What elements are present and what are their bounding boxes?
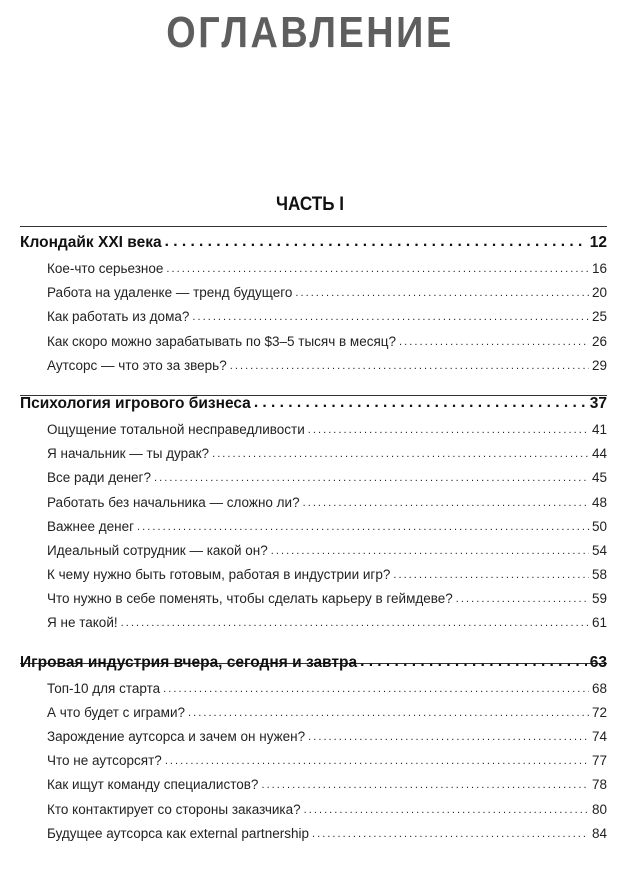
- section-title: Как ищут команду специалистов?: [47, 777, 259, 793]
- page-title: ОГЛАВЛЕНИЕ: [166, 8, 454, 57]
- dot-leader: [393, 563, 589, 587]
- dot-leader: [303, 491, 589, 515]
- dot-leader: [230, 354, 589, 378]
- chapter: [20, 390, 607, 636]
- dot-leader: [271, 539, 589, 563]
- chapter: [20, 229, 607, 378]
- section-entry[interactable]: [20, 354, 607, 378]
- dot-leader: [308, 418, 589, 442]
- section-entry[interactable]: [20, 418, 607, 442]
- section-entry[interactable]: [20, 491, 607, 515]
- section-page: 29: [591, 357, 607, 373]
- dot-leader: [165, 229, 587, 256]
- section-entry[interactable]: [20, 281, 607, 305]
- section-title: Как скоро можно зарабатывать по $3–5 тысяч в месяц?: [47, 333, 397, 349]
- dot-leader: [295, 281, 589, 305]
- section-title: Важнее денег: [47, 518, 135, 534]
- chapter-entry[interactable]: [20, 649, 607, 677]
- section-title: Как работать из дома?: [47, 309, 190, 325]
- section-entry[interactable]: [20, 725, 607, 749]
- chapter-page: 37: [589, 394, 607, 412]
- section-entry[interactable]: [20, 701, 607, 725]
- divider: [20, 226, 607, 227]
- section-page: 80: [591, 801, 607, 817]
- dot-leader: [154, 466, 589, 490]
- section-page: 25: [591, 309, 607, 325]
- section-page: 48: [591, 494, 607, 510]
- section-title: Работа на удаленке — тренд будущего: [47, 285, 293, 301]
- section-page: 44: [591, 446, 607, 462]
- chapter-title: Клондайк XXI века: [20, 234, 162, 251]
- chapter-title: Игровая индустрия вчера, сегодня и завтра: [20, 653, 358, 671]
- dot-leader: [261, 773, 589, 797]
- section-entry[interactable]: [20, 773, 607, 797]
- section-entry[interactable]: [20, 798, 607, 822]
- section-entry[interactable]: [20, 257, 607, 281]
- part-heading: ЧАСТЬ I: [275, 194, 345, 215]
- section-title: А что будет с играми?: [47, 704, 185, 720]
- section-page: 72: [591, 704, 607, 720]
- section-page: 50: [591, 518, 607, 534]
- chapter-entry[interactable]: [20, 229, 607, 257]
- section-title: Ощущение тотальной несправедливости: [47, 421, 305, 437]
- section-entry[interactable]: [20, 749, 607, 773]
- table-of-contents: [20, 229, 607, 846]
- section-page: 77: [591, 753, 607, 769]
- dot-leader: [312, 822, 589, 846]
- section-entry[interactable]: [20, 330, 607, 354]
- dot-leader: [456, 587, 589, 611]
- dot-leader: [166, 257, 589, 281]
- section-title: Я начальник — ты дурак?: [47, 446, 210, 462]
- dot-leader: [137, 515, 589, 539]
- section-title: Идеальный сотрудник — какой он?: [47, 542, 268, 558]
- section-entry[interactable]: [20, 305, 607, 329]
- dot-leader: [399, 330, 589, 354]
- section-entry[interactable]: [20, 677, 607, 701]
- chapter-title: Психология игрового бизнеса: [20, 394, 251, 412]
- chapter-page: 63: [589, 653, 607, 671]
- section-page: 78: [591, 777, 607, 793]
- section-entry[interactable]: [20, 539, 607, 563]
- section-title: Что не аутсорсят?: [47, 753, 162, 769]
- section-title: Я не такой!: [47, 615, 118, 631]
- dot-leader: [163, 677, 589, 701]
- section-page: 74: [591, 729, 607, 744]
- section-entry[interactable]: [20, 563, 607, 587]
- section-title: Зарождение аутсорса и зачем он нужен?: [47, 729, 306, 744]
- section-title: Будущее аутсорса как external partnership: [47, 825, 309, 841]
- section-page: 26: [591, 333, 607, 349]
- section-entry[interactable]: [20, 587, 607, 611]
- section-title: Аутсорс — что это за зверь?: [47, 357, 227, 373]
- section-page: 59: [591, 591, 607, 607]
- section-title: Работать без начальника — сложно ли?: [47, 494, 300, 510]
- section-title: Кое-что серьезное: [47, 261, 164, 276]
- section-page: 68: [591, 680, 607, 696]
- section-title: К чему нужно быть готовым, работая в индустрии игр?: [47, 567, 391, 583]
- dot-leader: [121, 611, 589, 635]
- section-page: 61: [591, 615, 607, 631]
- section-page: 84: [591, 825, 607, 841]
- dot-leader: [360, 649, 587, 676]
- section-title: Топ-10 для старта: [47, 680, 161, 696]
- chapter: [20, 649, 607, 846]
- section-page: 41: [591, 421, 607, 437]
- section-page: 45: [591, 470, 607, 486]
- dot-leader: [254, 390, 587, 417]
- section-title: Кто контактирует со стороны заказчика?: [47, 801, 301, 817]
- section-page: 16: [591, 261, 607, 276]
- section-page: 20: [591, 285, 607, 301]
- dot-leader: [188, 701, 589, 725]
- section-page: 58: [591, 567, 607, 583]
- section-entry[interactable]: [20, 822, 607, 846]
- section-entry[interactable]: [20, 611, 607, 635]
- dot-leader: [304, 798, 589, 822]
- section-title: Что нужно в себе поменять, чтобы сделать карьеру в геймдеве?: [47, 591, 453, 607]
- section-entry[interactable]: [20, 442, 607, 466]
- chapter-entry[interactable]: [20, 390, 607, 418]
- section-entry[interactable]: [20, 515, 607, 539]
- section-entry[interactable]: [20, 466, 607, 490]
- chapter-page: 12: [589, 234, 607, 251]
- section-page: 54: [591, 542, 607, 558]
- dot-leader: [165, 749, 589, 773]
- dot-leader: [308, 725, 589, 749]
- section-title: Все ради денег?: [47, 470, 151, 486]
- dot-leader: [212, 442, 589, 466]
- dot-leader: [192, 305, 589, 329]
